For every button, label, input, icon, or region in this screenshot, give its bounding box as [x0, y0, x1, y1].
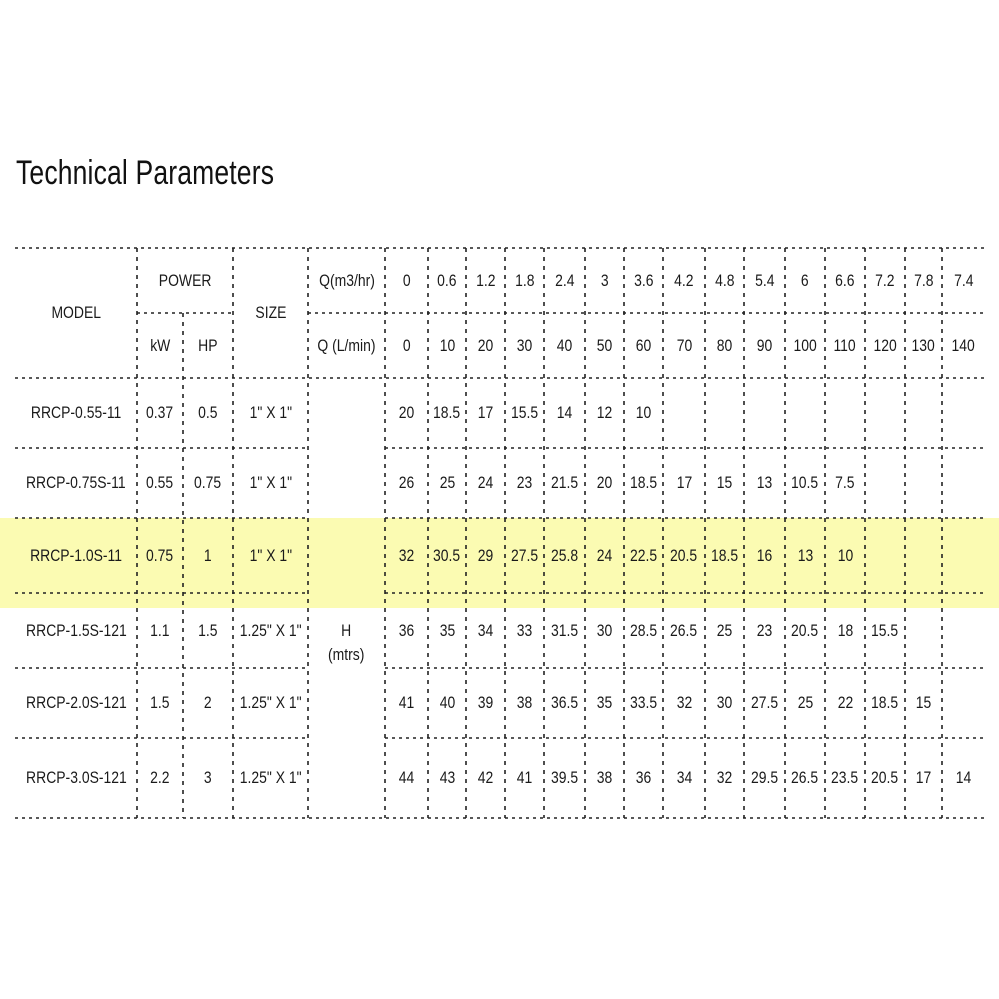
- row-head-value: [865, 738, 905, 818]
- row-head-value: [466, 518, 505, 593]
- row-head-value: [466, 448, 505, 518]
- flow-lmin-value-text: 90: [756, 335, 773, 355]
- row-head-value-text: 14: [556, 403, 573, 423]
- row-head-value-text: 36: [635, 768, 652, 788]
- flow-lmin-value-text: 80: [716, 335, 733, 355]
- row-head-value-text: 13: [797, 545, 813, 565]
- row-head-value: [785, 448, 825, 518]
- row-hp: [183, 668, 233, 738]
- row-head-value: [744, 448, 785, 518]
- flow-lmin-value: [705, 313, 744, 378]
- row-head-value-text: 44: [398, 768, 415, 788]
- row-head-value-text: 15: [716, 473, 733, 493]
- row-head-value: [544, 738, 585, 818]
- row-head-value: [705, 738, 744, 818]
- flow-lmin-value: [942, 313, 985, 378]
- row-head-value: [624, 448, 663, 518]
- flow-lmin-value: [466, 313, 505, 378]
- row-kw: [137, 738, 183, 818]
- row-head-value-text: 13: [756, 473, 773, 493]
- row-head-value: [624, 738, 663, 818]
- row-head-value-text: 38: [516, 693, 533, 713]
- row-head-value-text: 27.5: [510, 545, 539, 565]
- row-head-value: [385, 738, 428, 818]
- header-kw: [137, 313, 183, 378]
- row-head-value-text: 18: [837, 620, 853, 640]
- row-head-value-text: 43: [439, 768, 455, 788]
- flow-lmin-value: [585, 313, 624, 378]
- row-head-value: [663, 668, 705, 738]
- row-head-value-text: 30: [596, 620, 613, 640]
- row-head-value: [785, 738, 825, 818]
- flow-m3-value-text: 0: [402, 270, 411, 290]
- flow-m3-value: [544, 248, 585, 313]
- row-head-value: [624, 668, 663, 738]
- row-head-value-text: 10: [837, 545, 853, 565]
- row-head-value: [385, 448, 428, 518]
- row-model: [15, 448, 137, 518]
- row-head-value-text: 18.5: [433, 403, 461, 423]
- row-head-value-text: 23.5: [831, 768, 859, 788]
- row-head-value-text: 25: [716, 620, 733, 640]
- row-head-value-text: 17: [676, 473, 692, 493]
- row-head-value: [865, 668, 905, 738]
- row-model-text: RRCP-3.0S-121: [25, 768, 127, 788]
- row-head-value: [785, 593, 825, 668]
- flow-m3-value: [466, 248, 505, 313]
- row-head-value: [544, 518, 585, 593]
- row-head-value-text: 17: [915, 768, 932, 788]
- row-head-value-text: 35: [439, 620, 455, 640]
- flow-m3-value-text: 7.4: [953, 270, 974, 290]
- row-head-value-text: 21.5: [550, 473, 579, 493]
- head-unit-line2: (mtrs): [328, 645, 365, 664]
- row-kw: [137, 593, 183, 668]
- row-head-value: [505, 738, 544, 818]
- flow-m3-value: [785, 248, 825, 313]
- row-head-value: [466, 738, 505, 818]
- flow-m3-value: [865, 248, 905, 313]
- row-model: [15, 518, 137, 593]
- row-model-text: RRCP-2.0S-121: [25, 693, 127, 713]
- row-kw: [137, 448, 183, 518]
- row-head-value-text: 29.5: [750, 768, 779, 788]
- row-head-value: [466, 668, 505, 738]
- flow-lmin-value-text: 50: [596, 335, 613, 355]
- row-head-value-text: 15.5: [871, 620, 899, 640]
- row-head-value: [825, 518, 865, 593]
- row-head-value-text: 15.5: [510, 403, 539, 423]
- row-head-value: [428, 518, 466, 593]
- flow-m3-value: [942, 248, 985, 313]
- row-head-value-text: 28.5: [629, 620, 658, 640]
- row-head-value: [428, 448, 466, 518]
- row-head-value-text: 25: [797, 693, 813, 713]
- header-model-text: MODEL: [51, 303, 101, 323]
- row-kw-text: 0.55: [146, 473, 174, 493]
- row-head-value-text: 22.5: [629, 545, 658, 565]
- row-head-value: [825, 738, 865, 818]
- row-head-value-text: 32: [398, 545, 415, 565]
- row-head-value: [663, 738, 705, 818]
- header-flow-m3-label: [308, 248, 385, 313]
- page-title: Technical Parameters: [16, 154, 275, 192]
- row-head-value: [385, 593, 428, 668]
- row-head-value-text: 25: [439, 473, 455, 493]
- row-head-value: [585, 448, 624, 518]
- flow-lmin-value-text: 100: [793, 335, 817, 355]
- row-head-value-text: 18.5: [710, 545, 739, 565]
- row-kw: [137, 378, 183, 448]
- row-head-value-text: 10: [635, 403, 652, 423]
- flow-m3-value-text: 1.2: [475, 270, 496, 290]
- header-size: [233, 248, 308, 378]
- row-head-value: [624, 593, 663, 668]
- row-head-value-text: 31.5: [550, 620, 579, 640]
- flow-m3-value-text: 7.8: [913, 270, 934, 290]
- row-head-value: [585, 378, 624, 448]
- flow-lmin-value: [544, 313, 585, 378]
- row-head-value-text: 42: [477, 768, 494, 788]
- row-head-value-text: 14: [955, 768, 972, 788]
- row-head-value: [585, 518, 624, 593]
- row-head-value: [785, 518, 825, 593]
- flow-m3-value-text: 2.4: [554, 270, 575, 290]
- row-head-value-text: 22: [837, 693, 853, 713]
- row-hp-text: 1.5: [198, 620, 218, 640]
- row-head-value-text: 39: [477, 693, 494, 713]
- row-kw-text: 0.75: [146, 545, 174, 565]
- row-head-value-text: 30.5: [433, 545, 461, 565]
- row-kw-text: 1.1: [150, 620, 170, 640]
- row-head-value: [505, 668, 544, 738]
- row-kw: [137, 668, 183, 738]
- header-power: [137, 248, 233, 313]
- header-flow-lmin-label: [308, 313, 385, 378]
- row-head-value: [705, 593, 744, 668]
- row-head-value-text: 18.5: [629, 473, 658, 493]
- flow-m3-value-text: 4.2: [674, 270, 694, 290]
- row-head-value: [663, 593, 705, 668]
- flow-lmin-value-text: 130: [911, 335, 936, 355]
- row-head-value-text: 24: [596, 545, 613, 565]
- flow-m3-value-text: 3.6: [633, 270, 654, 290]
- header-flow-lmin-label-text: Q (L/min): [317, 335, 376, 355]
- flow-m3-value: [663, 248, 705, 313]
- flow-m3-value: [385, 248, 428, 313]
- row-head-value: [624, 378, 663, 448]
- header-hp: [183, 313, 233, 378]
- row-head-value: [428, 668, 466, 738]
- row-head-value: [663, 518, 705, 593]
- row-size-text: 1" X 1": [249, 545, 292, 565]
- row-hp-text: 1: [204, 545, 212, 565]
- row-head-value-text: 20.5: [670, 545, 698, 565]
- row-head-value: [705, 518, 744, 593]
- flow-lmin-value-text: 40: [556, 335, 573, 355]
- row-head-value: [428, 378, 466, 448]
- flow-m3-value-text: 5.4: [754, 270, 775, 290]
- row-kw-text: 1.5: [150, 693, 170, 713]
- row-size: [233, 448, 308, 518]
- flow-m3-value: [825, 248, 865, 313]
- row-head-value-text: 12: [596, 403, 613, 423]
- row-head-value: [505, 378, 544, 448]
- row-size: [233, 378, 308, 448]
- flow-m3-value-text: 7.2: [875, 270, 895, 290]
- row-hp-text: 0.75: [194, 473, 222, 493]
- row-head-value-text: 16: [756, 545, 773, 565]
- row-head-value-text: 10.5: [791, 473, 819, 493]
- row-head-value-text: 30: [716, 693, 733, 713]
- row-head-value: [385, 668, 428, 738]
- header-model: [15, 248, 137, 378]
- flow-lmin-value: [905, 313, 942, 378]
- row-head-value: [505, 593, 544, 668]
- flow-m3-value-text: 3: [600, 270, 609, 290]
- row-head-value-text: 7.5: [835, 473, 855, 493]
- row-head-value: [585, 593, 624, 668]
- row-head-value-text: 20.5: [871, 768, 899, 788]
- flow-lmin-value: [385, 313, 428, 378]
- row-head-value-text: 26: [398, 473, 415, 493]
- row-head-value: [585, 668, 624, 738]
- row-head-value: [505, 448, 544, 518]
- header-size-text: SIZE: [254, 303, 286, 323]
- row-size: [233, 668, 308, 738]
- row-head-value: [544, 668, 585, 738]
- row-hp: [183, 593, 233, 668]
- row-head-value: [505, 518, 544, 593]
- row-head-value-text: 40: [439, 693, 455, 713]
- flow-m3-value: [905, 248, 942, 313]
- row-head-value: [385, 518, 428, 593]
- row-head-value-text: 15: [915, 693, 932, 713]
- flow-lmin-value-text: 30: [516, 335, 533, 355]
- row-head-value-text: 26.5: [791, 768, 819, 788]
- flow-lmin-value-text: 140: [951, 335, 976, 355]
- flow-m3-value: [624, 248, 663, 313]
- row-head-value: [466, 378, 505, 448]
- row-head-value: [785, 668, 825, 738]
- row-head-value-text: 32: [676, 693, 692, 713]
- head-unit-label: [308, 613, 385, 673]
- flow-lmin-value: [663, 313, 705, 378]
- row-size: [233, 518, 308, 593]
- flow-lmin-value-text: 70: [676, 335, 692, 355]
- flow-lmin-value-text: 10: [439, 335, 455, 355]
- row-size-text: 1.25" X 1": [239, 768, 302, 788]
- flow-m3-value-text: 1.8: [514, 270, 535, 290]
- flow-m3-value: [428, 248, 466, 313]
- row-head-value-text: 41: [516, 768, 533, 788]
- row-model: [15, 668, 137, 738]
- row-head-value-text: 35: [596, 693, 613, 713]
- row-hp: [183, 448, 233, 518]
- row-model: [15, 593, 137, 668]
- flow-m3-value-text: 6.6: [835, 270, 855, 290]
- flow-lmin-value-text: 20: [477, 335, 494, 355]
- row-head-value: [744, 668, 785, 738]
- row-head-value-text: 38: [596, 768, 613, 788]
- row-model: [15, 738, 137, 818]
- flow-m3-value: [744, 248, 785, 313]
- row-head-value: [544, 448, 585, 518]
- flow-lmin-value: [865, 313, 905, 378]
- row-hp: [183, 518, 233, 593]
- row-head-value-text: 23: [516, 473, 533, 493]
- row-head-value-text: 26.5: [670, 620, 698, 640]
- row-head-value-text: 27.5: [750, 693, 779, 713]
- row-head-value-text: 20.5: [791, 620, 819, 640]
- row-head-value: [705, 448, 744, 518]
- row-hp-text: 2: [204, 693, 212, 713]
- flow-lmin-value: [624, 313, 663, 378]
- row-head-value-text: 36.5: [550, 693, 579, 713]
- row-head-value-text: 24: [477, 473, 494, 493]
- row-head-value: [744, 593, 785, 668]
- row-head-value: [544, 593, 585, 668]
- header-power-text: POWER: [158, 270, 212, 290]
- row-head-value: [825, 668, 865, 738]
- row-kw: [137, 518, 183, 593]
- row-model-text: RRCP-0.75S-11: [26, 473, 126, 493]
- row-hp: [183, 378, 233, 448]
- flow-m3-value: [505, 248, 544, 313]
- row-head-value: [466, 593, 505, 668]
- flow-lmin-value-text: 120: [873, 335, 897, 355]
- row-head-value-text: 33: [516, 620, 533, 640]
- row-head-value-text: 34: [676, 768, 692, 788]
- row-head-value-text: 41: [398, 693, 415, 713]
- row-head-value-text: 20: [398, 403, 415, 423]
- row-hp-text: 3: [204, 768, 212, 788]
- row-model: [15, 378, 137, 448]
- flow-m3-value-text: 6: [801, 270, 809, 290]
- row-size-text: 1.25" X 1": [239, 620, 302, 640]
- row-kw-text: 2.2: [150, 768, 170, 788]
- flow-lmin-value: [505, 313, 544, 378]
- head-unit-line1: H: [341, 621, 352, 641]
- row-head-value: [825, 593, 865, 668]
- row-head-value: [905, 668, 942, 738]
- row-head-value: [744, 518, 785, 593]
- row-head-value: [624, 518, 663, 593]
- flow-m3-value-text: 4.8: [714, 270, 735, 290]
- row-model-text: RRCP-1.0S-11: [30, 545, 122, 565]
- row-size-text: 1" X 1": [249, 473, 292, 493]
- row-head-value: [385, 378, 428, 448]
- row-size-text: 1.25" X 1": [239, 693, 302, 713]
- row-hp: [183, 738, 233, 818]
- row-hp-text: 0.5: [198, 403, 218, 423]
- row-head-value: [905, 738, 942, 818]
- row-model-text: RRCP-1.5S-121: [25, 620, 127, 640]
- row-head-value-text: 36: [398, 620, 415, 640]
- row-size-text: 1" X 1": [249, 403, 292, 423]
- row-head-value: [825, 448, 865, 518]
- row-head-value: [663, 448, 705, 518]
- row-head-value-text: 34: [477, 620, 494, 640]
- header-kw-text: kW: [149, 335, 171, 355]
- row-head-value-text: 32: [716, 768, 733, 788]
- row-head-value-text: 20: [596, 473, 613, 493]
- header-flow-m3-label-text: Q(m3/hr): [318, 270, 375, 290]
- flow-m3-value: [705, 248, 744, 313]
- flow-lmin-value-text: 60: [635, 335, 652, 355]
- flow-lmin-value: [825, 313, 865, 378]
- flow-lmin-value-text: 110: [833, 335, 857, 355]
- row-head-value: [865, 593, 905, 668]
- row-head-value-text: 18.5: [871, 693, 899, 713]
- row-head-value-text: 39.5: [550, 768, 579, 788]
- row-head-value: [744, 738, 785, 818]
- flow-m3-value-text: 0.6: [437, 270, 457, 290]
- row-head-value: [705, 668, 744, 738]
- row-head-value: [428, 593, 466, 668]
- flow-lmin-value-text: 0: [402, 335, 411, 355]
- row-head-value-text: 25.8: [550, 545, 579, 565]
- row-head-value-text: 23: [756, 620, 773, 640]
- row-head-value-text: 17: [477, 403, 494, 423]
- row-head-value-text: 29: [477, 545, 494, 565]
- row-size: [233, 593, 308, 668]
- flow-lmin-value: [785, 313, 825, 378]
- row-model-text: RRCP-0.55-11: [30, 403, 122, 423]
- flow-m3-value: [585, 248, 624, 313]
- row-kw-text: 0.37: [146, 403, 174, 423]
- row-head-value: [942, 738, 985, 818]
- header-hp-text: HP: [198, 335, 218, 355]
- row-head-value: [585, 738, 624, 818]
- row-size: [233, 738, 308, 818]
- flow-lmin-value: [428, 313, 466, 378]
- row-head-value: [428, 738, 466, 818]
- row-head-value: [544, 378, 585, 448]
- flow-lmin-value: [744, 313, 785, 378]
- row-head-value-text: 33.5: [629, 693, 658, 713]
